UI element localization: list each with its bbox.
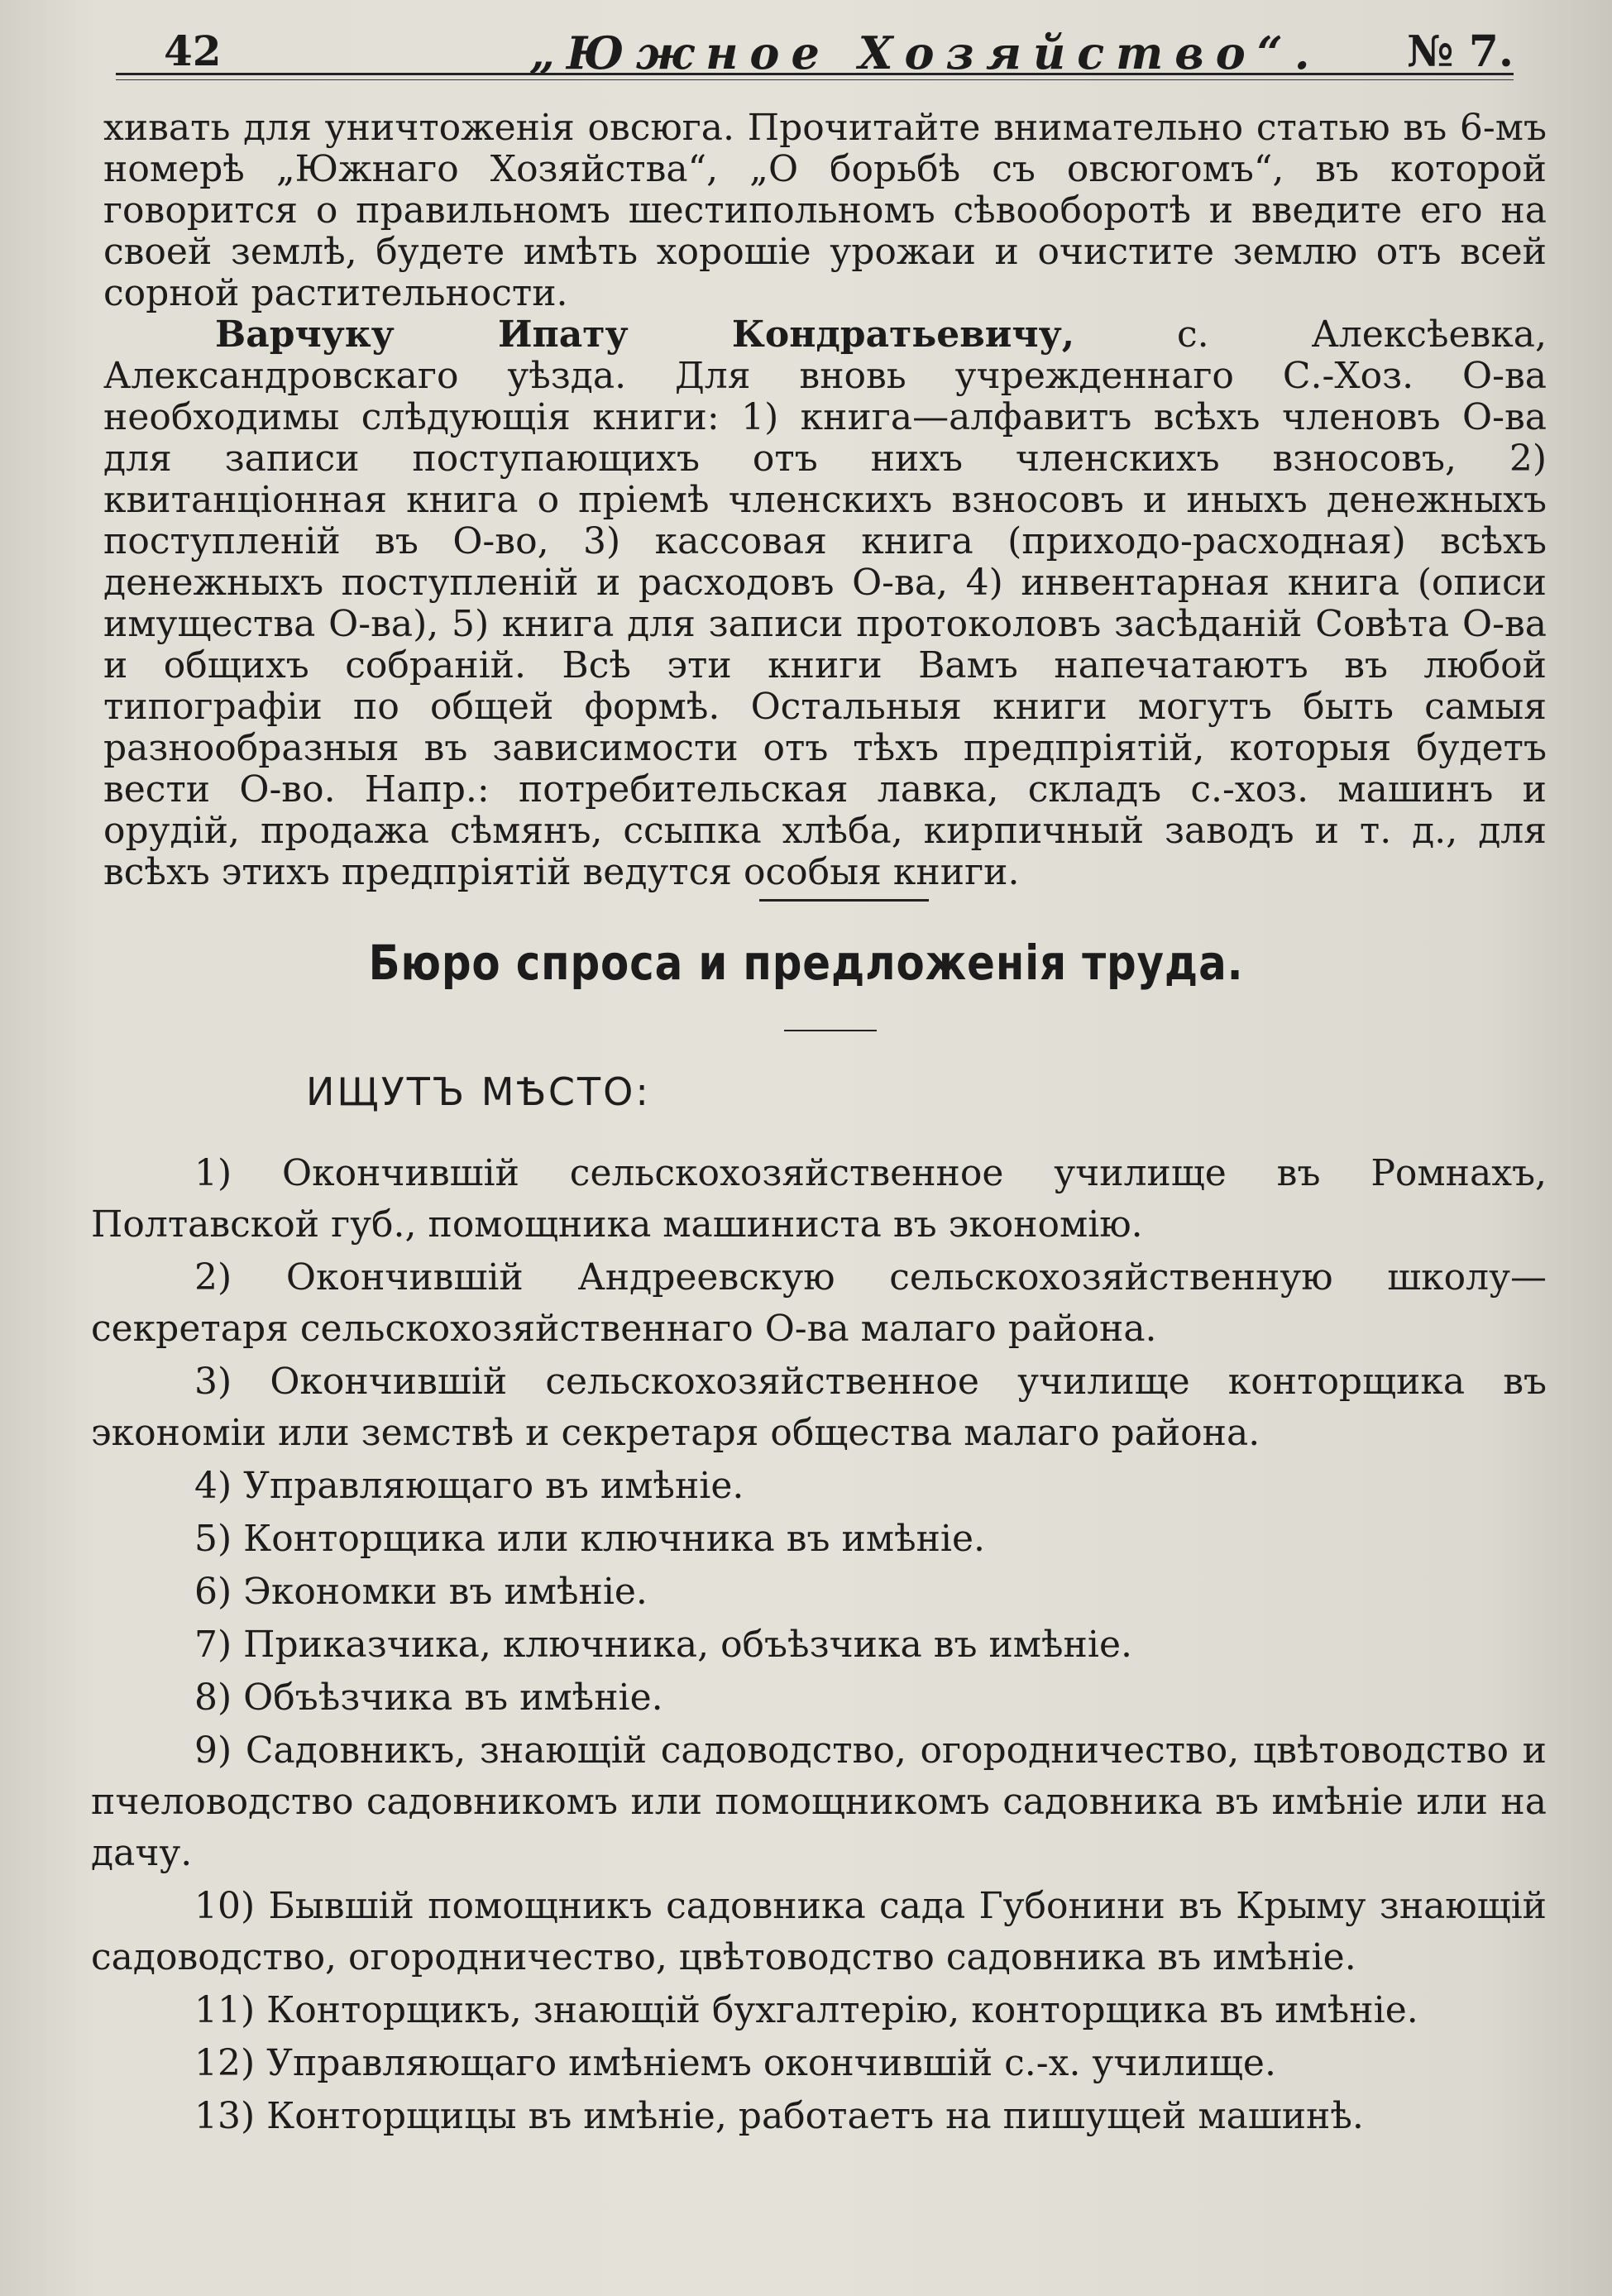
list-item: 6) Экономки въ имѣніе. <box>194 1571 648 1613</box>
list-item: 10) Бывшій помощникъ садовника сада Губонини въ Крыму знающій садоводство, огородничество, цвѣтоводство садовника въ имѣніе. <box>91 1885 1547 1978</box>
header-rule <box>116 73 1514 75</box>
header-rule-thin <box>116 79 1514 80</box>
answer-paragraph-continued: хивать для уничтоженія овсюга. Прочитайте внимательно статью въ 6-мъ номерѣ „Южнаго Хозяйства“, „О борьбѣ съ овсюгомъ“, въ которой говорится о правильномъ шестипольномъ сѣвооборотѣ и введите его на своей землѣ, будете имѣть хорошіе урожаи и очистите землю отъ всей сорной растительности. <box>103 107 1547 314</box>
issue-number: № 7. <box>1407 26 1514 77</box>
list-item: 8) Объѣзчика въ имѣніе. <box>194 1677 663 1719</box>
correspondence-answers <box>103 108 1547 893</box>
journal-title: „Южное Хозяйство“. <box>529 26 1322 79</box>
list-item: 7) Приказчика, ключника, объѣзчика въ имѣніе. <box>194 1624 1132 1666</box>
title-underline <box>784 1030 877 1031</box>
answer-paragraph <box>103 314 1547 893</box>
answer-body: с. Алексѣевка, Александровскаго уѣзда. Для вновь учрежденнаго С.-Хоз. О-ва необходимы слѣдующія книги: 1) книга—алфавитъ всѣхъ членовъ О-ва для записи поступающихъ отъ нихъ членскихъ взносовъ, 2) квитанціонная книга о пріемѣ членскихъ взносовъ и иныхъ денежныхъ поступленій въ О-во, 3) кассовая книга (приходо-расходная) всѣхъ денежныхъ поступленій и расходовъ О-ва, 4) инвентарная книга (описи имущества О-ва), 5) книга для записи протоколовъ засѣданій Совѣта О-ва и общихъ собраній. Всѣ эти книги Вамъ напечатаютъ въ любой типографіи по общей формѣ. Остальныя книги могутъ быть самыя разнообразныя въ зависимости отъ тѣхъ предпріятій, которыя будетъ вести О-во. Напр.: потребительская лавка, складъ с.-хоз. машинъ и орудій, продажа сѣмянъ, ссыпка хлѣба, кирпичный заводъ и т. д., для всѣхъ этихъ предпріятій ведутся особыя книги. <box>103 313 1547 893</box>
section-title: Бюро спроса и предложенія труда. <box>368 935 1244 991</box>
list-item: 12) Управляющаго имѣніемъ окончившій с.-х. училище. <box>194 2042 1276 2084</box>
list-item: 4) Управляющаго въ имѣніе. <box>194 1465 744 1507</box>
list-item: 3) Окончившій сельскохозяйственное училище конторщика въ экономіи или земствѣ и секретаря общества малаго района. <box>91 1361 1547 1454</box>
job-seekers-list <box>91 1148 1547 2144</box>
list-item: 5) Конторщика или ключника въ имѣніе. <box>194 1518 986 1560</box>
addressee-name: Варчуку Ипату Кондратьевичу, <box>215 313 1075 356</box>
list-item: 1) Окончившій сельскохозяйственное училище въ Ромнахъ, Полтавской губ., помощника машиниста въ экономію. <box>91 1152 1547 1246</box>
list-item: 2) Окончившій Андреевскую сельскохозяйственную школу—секретаря сельскохозяйственнаго О-ва малаго района. <box>91 1256 1547 1350</box>
section-divider <box>759 899 929 902</box>
subsection-heading: ИЩУТЪ МѢСТО: <box>306 1069 651 1114</box>
list-item: 13) Конторщицы въ имѣніе, работаетъ на пишущей машинѣ. <box>194 2095 1364 2137</box>
page-number: 42 <box>164 26 222 75</box>
page-header <box>116 26 1514 78</box>
list-item: 9) Садовникъ, знающій садоводство, огородничество, цвѣтоводство и пчеловодство садовникомъ или помощникомъ садовника въ имѣніе или на дачу. <box>91 1729 1547 1874</box>
list-item: 11) Конторщикъ, знающій бухгалтерію, конторщика въ имѣніе. <box>194 1989 1418 2031</box>
